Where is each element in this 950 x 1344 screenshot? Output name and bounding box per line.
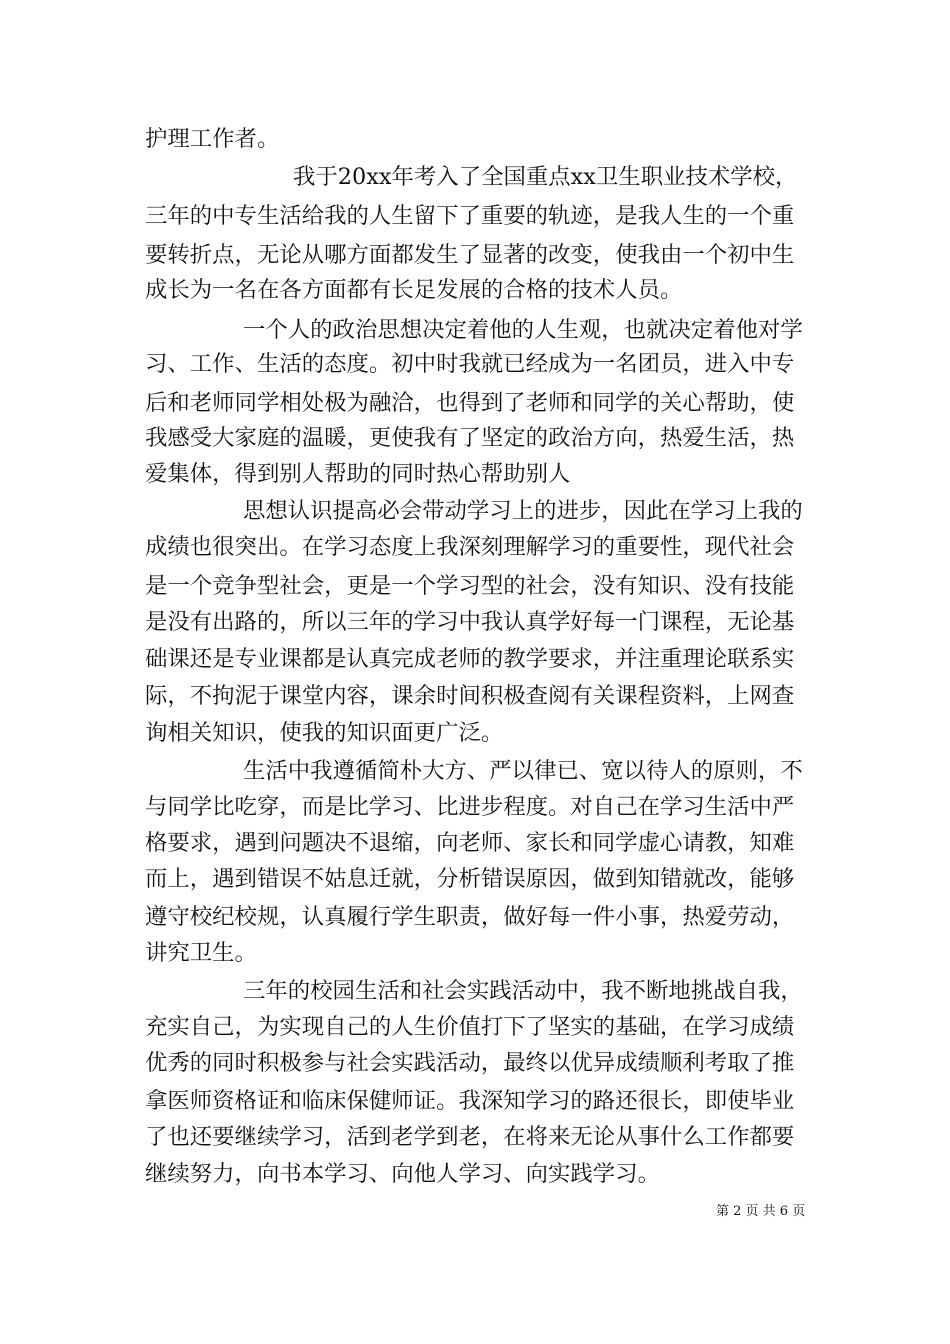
text-line: 要转折点，无论从哪方面都发生了显著的改变，使我由一个初中生 xyxy=(145,242,795,268)
text-line: 是一个竞争型社会，更是一个学习型的社会，没有知识、没有技能 xyxy=(145,573,795,599)
text-line: 与同学比吃穿，而是比学习、比进步程度。对自己在学习生活中严 xyxy=(145,794,795,820)
text-line: 三年的中专生活给我的人生留下了重要的轨迹，是我人生的一个重 xyxy=(145,203,795,229)
text-line: 础课还是专业课都是认真完成老师的教学要求，并注重理论联系实 xyxy=(145,646,795,672)
text-line: 生活中我遵循简朴大方、严以律已、宽以待人的原则，不 xyxy=(243,758,803,784)
text-line: 思想认识提高必会带动学习上的进步，因此在学习上我的 xyxy=(243,498,803,524)
text-line: 成长为一名在各方面都有长足发展的合格的技术人员。 xyxy=(145,277,683,303)
text-line: 优秀的同时积极参与社会实践活动，最终以优异成绩顺利考取了推 xyxy=(145,1050,795,1076)
text-line: 一个人的政治思想决定着他的人生观，也就决定着他对学 xyxy=(243,317,803,343)
text-line: 格要求，遇到问题决不退缩，向老师、家长和同学虚心请教，知难 xyxy=(145,830,795,856)
text-line: 成绩也很突出。在学习态度上我深刻理解学习的重要性，现代社会 xyxy=(145,534,795,560)
text-line: 我感受大家庭的温暖，更使我有了坚定的政治方向，热爱生活，热 xyxy=(145,425,795,451)
text-line: 充实自己，为实现自己的人生价值打下了坚实的基础，在学习成绩 xyxy=(145,1014,795,1040)
text-line: 爱集体，得到别人帮助的同时热心帮助别人 xyxy=(145,461,571,487)
text-line: 而上，遇到错误不姑息迁就，分析错误原因，做到知错就改，能够 xyxy=(145,866,795,892)
text-line: 三年的校园生活和社会实践活动中，我不断地挑战自我， xyxy=(243,978,803,1004)
text-line: 拿医师资格证和临床保健师证。我深知学习的路还很长，即使毕业 xyxy=(145,1088,795,1114)
text-line: 遵守校纪校规，认真履行学生职责，做好每一件小事，热爱劳动， xyxy=(145,904,795,930)
text-line: 我于20xx年考入了全国重点xx卫生职业技术学校， xyxy=(293,164,798,190)
page-number: 第 2 页 共 6 页 xyxy=(716,1204,806,1219)
text-line: 询相关知识，使我的知识面更广泛。 xyxy=(145,720,504,746)
text-line: 讲究卫生。 xyxy=(145,940,257,966)
text-line: 后和老师同学相处极为融洽，也得到了老师和同学的关心帮助，使 xyxy=(145,390,795,416)
text-line: 护理工作者。 xyxy=(145,126,280,152)
text-line: 了也还要继续学习，活到老学到老，在将来无论从事什么工作都要 xyxy=(145,1124,795,1150)
text-line: 际，不拘泥于课堂内容，课余时间积极查阅有关课程资料，上网查 xyxy=(145,683,795,709)
text-line: 继续努力，向书本学习、向他人学习、向实践学习。 xyxy=(145,1161,660,1187)
text-line: 是没有出路的，所以三年的学习中我认真学好每一门课程，无论基 xyxy=(145,609,795,635)
text-line: 习、工作、生活的态度。初中时我就已经成为一名团员，进入中专 xyxy=(145,351,795,377)
